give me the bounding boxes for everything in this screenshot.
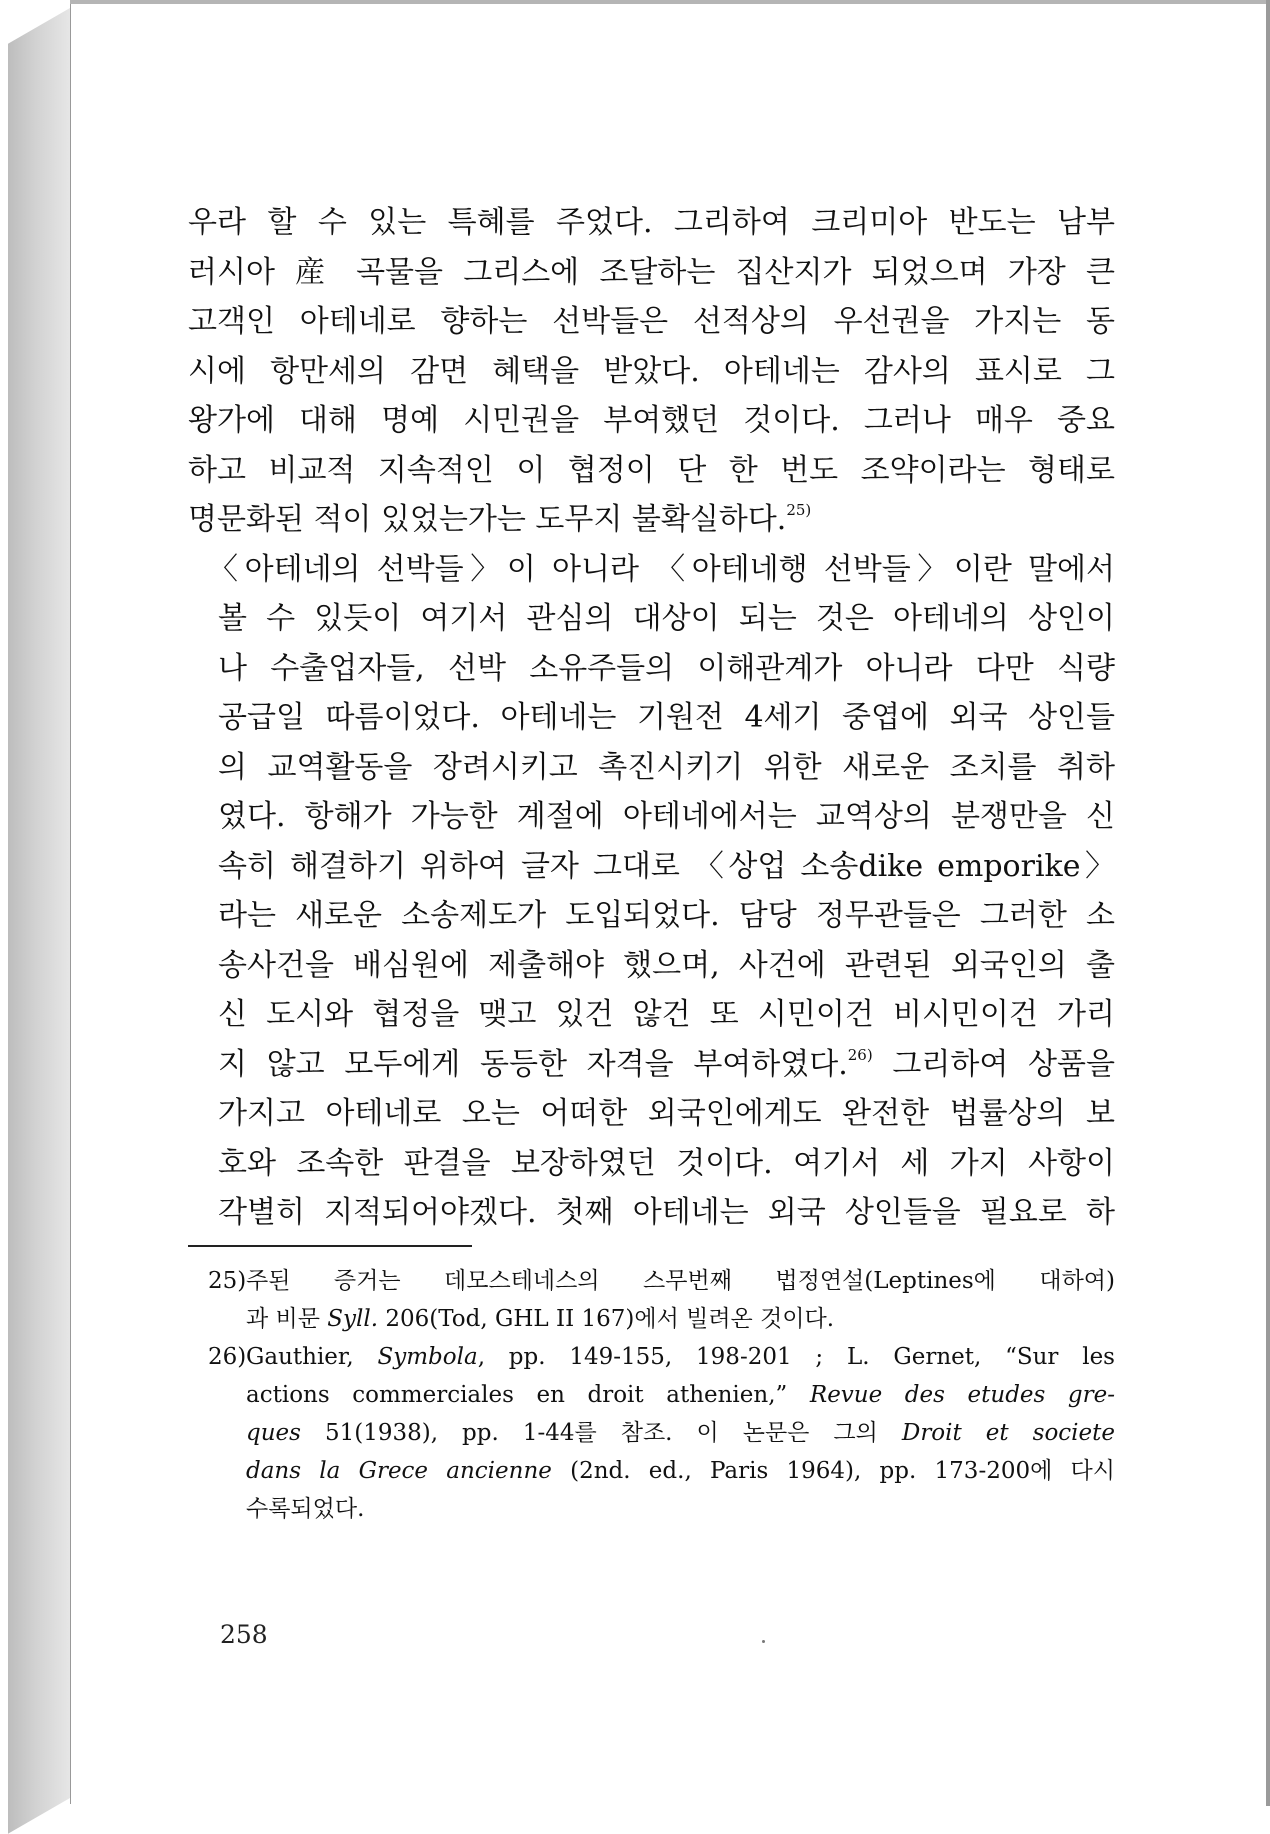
text-line: 송사건을 배심원에 제출해야 했으며, 사건에 관련된 외국인의 출 [218, 947, 1115, 983]
text-line: 라는 새로운 소송제도가 도입되었다. 담당 정무관들은 그러한 소 [218, 898, 1115, 933]
footnote-line [246, 1452, 1115, 1490]
footnote-25 [210, 1262, 1115, 1338]
footnote-line: 주된 증거는 데모스테네스의 스무번째 법정연설(Leptines에 대하여) [246, 1268, 1115, 1294]
footnote-line [246, 1376, 1115, 1414]
footnote-divider [188, 1245, 472, 1247]
paragraph-2 [188, 545, 1115, 1238]
page-edge-right [1266, 0, 1270, 1806]
footnote-ref-25[interactable]: 25) [786, 501, 812, 519]
text-line: 시에 항만세의 감면 혜택을 받았다. 아테네는 감사의 표시로 그 [188, 353, 1115, 389]
text-fragment: 지 않고 모두에게 동등한 자격을 부여하였다. [218, 1046, 848, 1082]
text-fragment: 과 비문 [246, 1306, 328, 1332]
text-line: 볼 수 있듯이 여기서 관심의 대상이 되는 것은 아테네의 상인이 [218, 601, 1115, 636]
text-fragment: 206(Tod, GHL II 167)에서 빌려온 것이다. [378, 1306, 835, 1332]
footnote-number: 26) [208, 1344, 247, 1370]
text-line: 각별히 지적되어야겠다. 첫째 아테네는 외국 상인들을 필요로 하 [218, 1195, 1115, 1230]
text-fragment: actions commerciales en droit athenien,” [246, 1382, 810, 1408]
text-line: 〈아테네의 선박들〉이 아니라 〈아테네행 선박들〉이란 말에서 [208, 551, 1115, 587]
footnote-line: 수록되었다. [246, 1496, 365, 1522]
text-line: 공급일 따름이었다. 아테네는 기원전 4세기 중엽에 외국 상인들 [218, 700, 1115, 735]
text-fragment: (2nd. ed., Paris 1964), pp. 173-200에 다시 [551, 1458, 1115, 1484]
text-line: 신 도시와 협정을 맺고 있건 않건 또 시민이건 비시민이건 가리 [218, 997, 1115, 1032]
body-text [188, 198, 1115, 1238]
text-fragment: 51(1938), pp. 1-44를 참조. 이 논문은 그의 [300, 1420, 902, 1446]
footnote-ref-26[interactable]: 26) [847, 1045, 873, 1064]
footnote-number: 25) [208, 1268, 247, 1294]
text-line: 속히 해결하기 위하여 글자 그대로 〈상업 소송dike emporike〉 [218, 848, 1115, 884]
text-fragment: , pp. 149-155, 198-201 ; L. Gernet, “Sur les [477, 1344, 1115, 1370]
text-line [188, 1040, 1115, 1090]
text-line: 러시아 産 곡물을 그리스에 조달하는 집산지가 되었으며 가장 큰 [188, 254, 1115, 290]
footnote-line [246, 1338, 1115, 1376]
text-line: 왕가에 대해 명예 시민권을 부여했던 것이다. 그러나 매우 중요 [188, 403, 1115, 438]
text-fragment: Gauthier, [246, 1344, 378, 1370]
book-spine [8, 8, 70, 1834]
text-line: 하고 비교적 지속적인 이 협정이 단 한 번도 조약이라는 형태로 [188, 452, 1115, 488]
paragraph-1 [188, 198, 1115, 545]
text-line [188, 495, 1115, 545]
text-line: 가지고 아테네로 오는 어떠한 외국인에게도 완전한 법률상의 보 [218, 1096, 1115, 1131]
italic-title: Droit et societe [901, 1420, 1116, 1446]
text-line: 우라 할 수 있는 특혜를 주었다. 그리하여 크리미아 반도는 남부 [188, 205, 1115, 240]
italic-title: Syll. [327, 1306, 379, 1332]
italic-title: Revue des etudes gre- [809, 1382, 1116, 1408]
text-line: 호와 조속한 판결을 보장하였던 것이다. 여기서 세 가지 사항이 [218, 1145, 1115, 1181]
text-fragment: 그리하여 상품을 [872, 1046, 1115, 1082]
italic-title: Symbola [377, 1344, 478, 1370]
text-line: 나 수출업자들, 선박 소유주들의 이해관계가 아니라 다만 식량 [218, 650, 1115, 686]
text-line: 고객인 아테네로 향하는 선박들은 선적상의 우선권을 가지는 동 [188, 304, 1115, 339]
text-line: 였다. 항해가 가능한 계절에 아테네에서는 교역상의 분쟁만을 신 [218, 799, 1115, 834]
footnote-26 [210, 1338, 1115, 1528]
italic-title: dans la Grece ancienne [246, 1458, 552, 1484]
text-line: 의 교역활동을 장려시키고 촉진시키기 위한 새로운 조치를 취하 [218, 749, 1115, 785]
footnotes [210, 1262, 1115, 1528]
text-fragment: 명문화된 적이 있었는가는 도무지 불확실하다. [188, 502, 787, 537]
footnote-line [246, 1414, 1115, 1452]
page-number: 258 [220, 1620, 268, 1649]
italic-title: ques [246, 1420, 301, 1446]
speck [762, 1640, 765, 1643]
footnote-line [246, 1300, 1115, 1338]
